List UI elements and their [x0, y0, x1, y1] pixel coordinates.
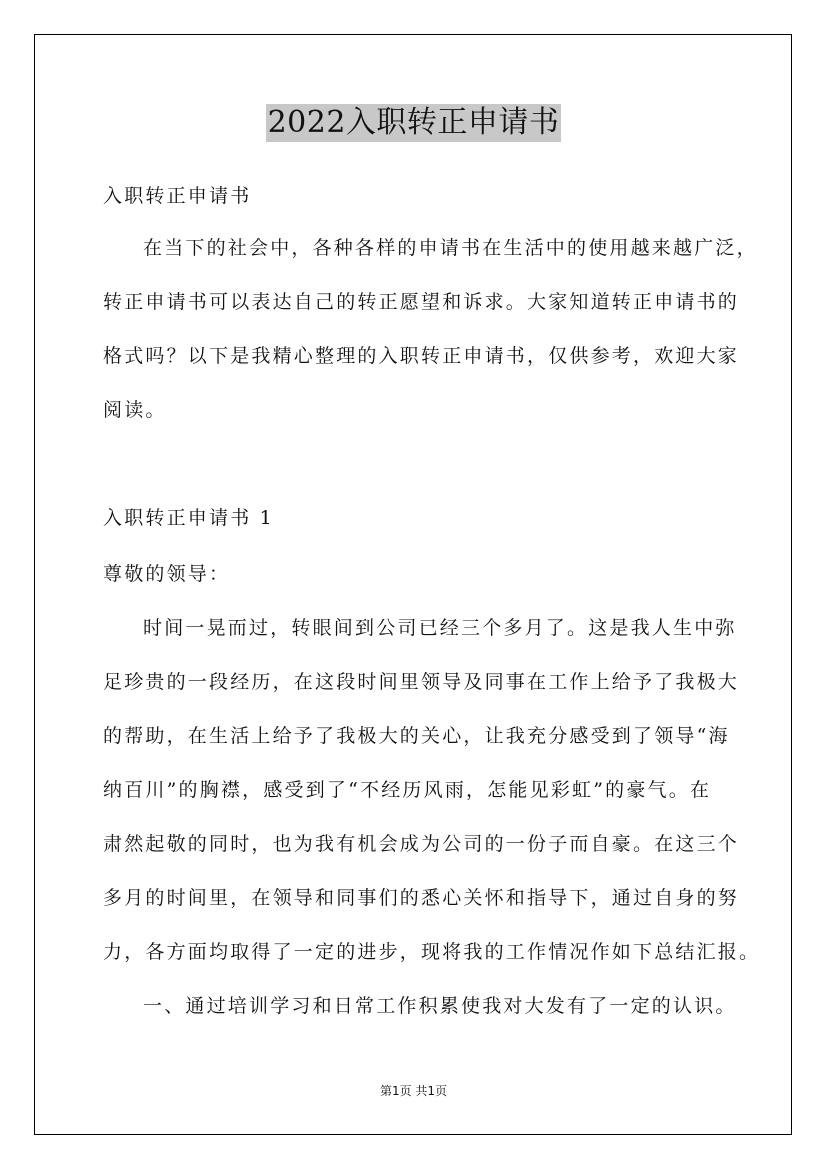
page-footer: 第1页 共1页: [379, 1084, 448, 1098]
body-line: 肃然起敬的同时，也为我有机会成为公司的一份子而自豪。在这三个: [103, 833, 740, 855]
intro-line: 在当下的社会中，各种各样的申请书在生活中的使用越来越广泛，: [143, 237, 758, 259]
body-line: 纳百川”的胸襟，感受到了“不经历风雨，怎能见彩虹”的豪气。在: [103, 779, 712, 801]
salutation: 尊敬的领导：: [103, 563, 231, 585]
intro-line: 阅读。: [103, 399, 167, 421]
intro-line: 格式吗？以下是我精心整理的入职转正申请书，仅供参考，欢迎大家: [103, 345, 740, 367]
document-title: 2022入职转正申请书: [267, 105, 560, 140]
body-line: 力，各方面均取得了一定的进步，现将我的工作情况作如下总结汇报。: [103, 941, 761, 963]
point-line: 一、通过培训学习和日常工作积累使我对大发有了一定的认识。: [143, 995, 737, 1017]
intro-line: 转正申请书可以表达自己的转正愿望和诉求。大家知道转正申请书的: [103, 291, 740, 313]
body-line: 的帮助，在生活上给予了我极大的关心，让我充分感受到了领导“海: [103, 725, 730, 747]
body-line: 多月的时间里，在领导和同事们的悉心关怀和指导下，通过自身的努: [103, 887, 740, 909]
section-heading: 入职转正申请书 1: [103, 507, 274, 529]
document-subtitle: 入职转正申请书: [103, 185, 252, 207]
body-line: 足珍贵的一段经历，在这段时间里领导及同事在工作上给予了我极大: [103, 671, 740, 693]
title-container: [0, 104, 827, 142]
body-line: 时间一晃而过，转眼间到公司已经三个多月了。这是我人生中弥: [143, 617, 737, 639]
